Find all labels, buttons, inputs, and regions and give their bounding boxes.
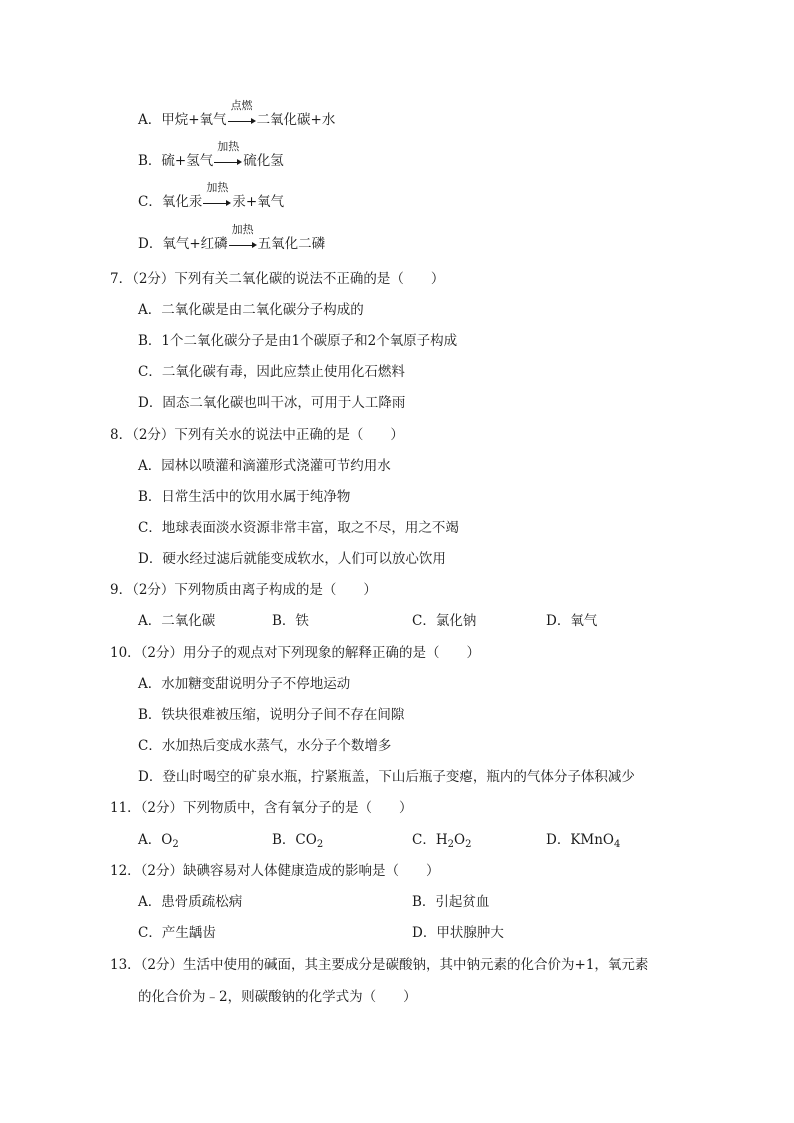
q8-option-a: A．园林以喷灌和滴灌形式浇灌可节约用水: [138, 458, 391, 474]
q9-option-d: D．氧气: [546, 613, 598, 629]
q8-stem: 8．（2分）下列有关水的说法中正确的是（ ）: [110, 427, 404, 443]
q12-stem: 12．（2分）缺碘容易对人体健康造成的影响是（ ）: [110, 863, 440, 879]
q6-c-reactants: C．氧化汞: [138, 194, 203, 210]
q10-stem: 10．（2分）用分子的观点对下列现象的解释正确的是（ ）: [110, 645, 481, 661]
q8-option-d: D．硬水经过滤后就能变成软水，人们可以放心饮用: [138, 551, 446, 567]
q10-option-c: C．水加热后变成水蒸气，水分子个数增多: [138, 738, 392, 754]
q13-stem: 13．（2分）生活中使用的碱面，其主要成分是碳酸钠，其中钠元素的化合价为+1，氧元素: [110, 957, 649, 973]
q11-stem: 11．（2分）下列物质中，含有氧分子的是（ ）: [110, 800, 413, 816]
q9-option-c: C．氯化钠: [412, 613, 477, 629]
q12-option-a: A．患骨质疏松病: [138, 894, 243, 910]
arrow-icon: [228, 117, 256, 125]
q11-option-c: [412, 831, 471, 854]
q10-option-d: D．登山时喝空的矿泉水瓶，拧紧瓶盖，下山后瓶子变瘪，瓶内的气体分子体积减少: [138, 769, 635, 785]
q7-option-d: D．固态二氧化碳也叫干冰，可用于人工降雨: [138, 395, 406, 411]
q6-option-b: [138, 140, 284, 170]
q7-stem: 7．（2分）下列有关二氧化碳的说法不正确的是（ ）: [110, 271, 445, 287]
q6-option-d: [138, 223, 326, 253]
q11-c-formula: C．H: [412, 832, 448, 848]
q6-a-products: 二氧化碳+水: [256, 112, 336, 128]
arrow-icon: [214, 158, 242, 166]
q6-b-products: 硫化氢: [243, 153, 284, 169]
q11-b-formula: B．CO: [272, 832, 317, 848]
q6-d-products: 五氧化二磷: [257, 236, 326, 252]
q11-option-b: [272, 831, 323, 854]
q11-a-formula: A．O: [138, 832, 173, 848]
q6-a-reactants: A．甲烷+氧气: [138, 112, 227, 128]
reaction-condition: 加热: [206, 181, 229, 194]
reaction-arrow: [229, 223, 257, 253]
q10-option-a: A．水加糖变甜说明分子不停地运动: [138, 676, 351, 692]
arrow-icon: [203, 199, 231, 207]
q6-c-products: 汞+氧气: [232, 194, 285, 210]
q11-c-formula-mid: O: [453, 832, 466, 848]
q7-option-b: B．1个二氧化碳分子是由1个碳原子和2个氧原子构成: [138, 333, 458, 349]
q11-option-d: [546, 831, 620, 854]
q6-option-c: [138, 181, 285, 211]
reaction-arrow: [228, 99, 256, 129]
q11-d-formula: D．KMnO: [546, 832, 614, 848]
q12-option-c: C．产生龋齿: [138, 925, 216, 941]
reaction-condition: 加热: [231, 223, 254, 236]
q6-d-reactants: D．氧气+红磷: [138, 236, 228, 252]
q6-b-reactants: B．硫+氢气: [138, 153, 214, 169]
reaction-arrow: [203, 181, 231, 211]
q9-option-b: B．铁: [272, 613, 309, 629]
q8-option-b: B．日常生活中的饮用水属于纯净物: [138, 489, 351, 505]
q7-option-a: A．二氧化碳是由二氧化碳分子构成的: [138, 302, 364, 318]
q9-option-a: A．二氧化碳: [138, 613, 216, 629]
q10-option-b: B．铁块很难被压缩，说明分子间不存在间隙: [138, 707, 405, 723]
reaction-condition: 加热: [217, 140, 240, 153]
subscript: 2: [172, 839, 179, 850]
q7-option-c: C．二氧化碳有毒，因此应禁止使用化石燃料: [138, 364, 405, 380]
q12-option-b: B．引起贫血: [412, 894, 490, 910]
q13-stem-continued: 的化合价为﹣2，则碳酸钠的化学式为（ ）: [138, 989, 417, 1005]
subscript: 2: [316, 839, 324, 850]
q12-option-d: D．甲状腺肿大: [412, 925, 504, 941]
q11-option-a: [138, 831, 179, 854]
q8-option-c: C．地球表面淡水资源非常丰富，取之不尽，用之不竭: [138, 520, 459, 536]
subscript: 2: [465, 839, 472, 850]
reaction-arrow: [214, 140, 242, 170]
reaction-condition: 点燃: [230, 99, 253, 112]
subscript: 2: [447, 839, 454, 850]
q6-option-a: [138, 99, 336, 129]
subscript: 4: [614, 839, 621, 850]
arrow-icon: [229, 241, 257, 249]
q9-stem: 9．（2分）下列物质由离子构成的是（ ）: [110, 582, 377, 598]
